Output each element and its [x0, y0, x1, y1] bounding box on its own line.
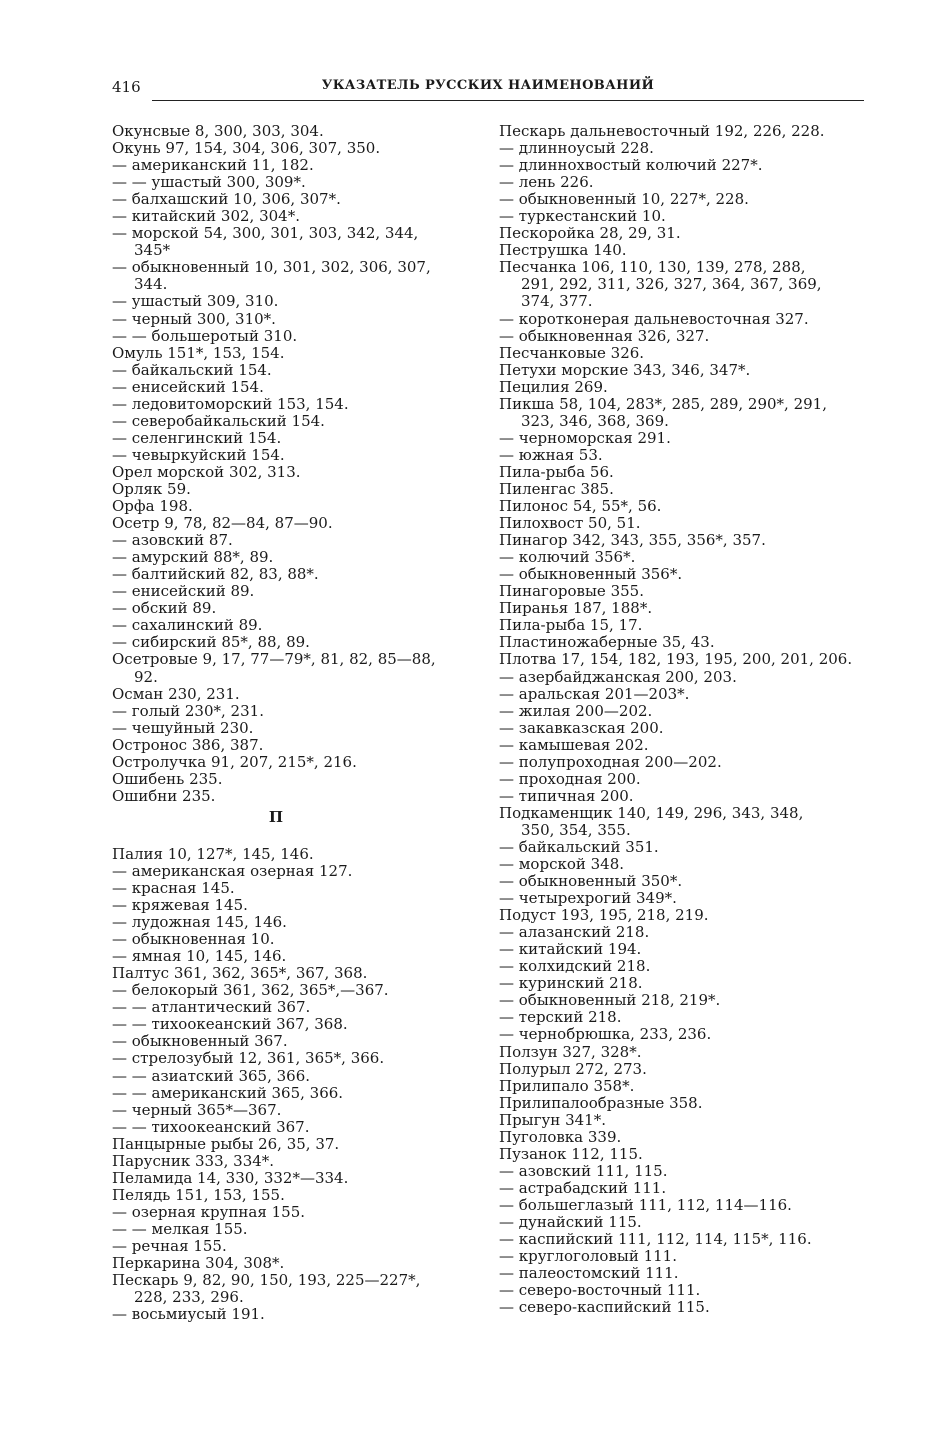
index-entry: Пузанок 112, 115.: [499, 1144, 643, 1163]
index-entry: — длиннохвостый колючий 227*.: [499, 156, 763, 175]
index-entry: — каспийский 111, 112, 114, 115*, 116.: [499, 1230, 812, 1249]
index-entry: — лень 226.: [499, 173, 594, 192]
index-entry: — чернобрюшка, 233, 236.: [499, 1025, 712, 1044]
index-entry: — стрелозубый 12, 361, 365*, 366.: [112, 1049, 385, 1068]
index-entry-continuation: 92.: [134, 667, 158, 686]
index-entry: — обыкновенный 10, 227*, 228.: [499, 190, 749, 209]
section-letter: П: [268, 807, 284, 826]
index-entry: — чешуйный 230.: [112, 718, 254, 737]
index-entry: Окунь 97, 154, 304, 306, 307, 350.: [112, 139, 381, 158]
index-entry: — американский 11, 182.: [112, 156, 314, 175]
index-entry: — колючий 356*.: [499, 548, 636, 567]
index-entry: — балтийский 82, 83, 88*.: [112, 565, 319, 584]
index-entry-continuation: 374, 377.: [521, 292, 593, 311]
index-entry: — проходная 200.: [499, 769, 641, 788]
index-entry: Пинагор 342, 343, 355, 356*, 357.: [499, 531, 766, 550]
index-entry: Пластиножаберные 35, 43.: [499, 633, 715, 652]
index-entry: Пилохвост 50, 51.: [499, 514, 641, 533]
index-entry: Пинагоровые 355.: [499, 582, 644, 601]
index-entry: — коротконерая дальневосточная 327.: [499, 309, 809, 328]
index-entry: — терский 218.: [499, 1008, 622, 1027]
index-entry: — азербайджанская 200, 203.: [499, 667, 737, 686]
index-entries-o: [112, 123, 490, 805]
index-entry: Пеструшка 140.: [499, 241, 627, 260]
index-entry: Пелядь 151, 153, 155.: [112, 1185, 285, 1204]
index-entry: — палеостомский 111.: [499, 1264, 679, 1283]
index-entry: — — тихоокеанский 367.: [112, 1117, 310, 1136]
running-title: УКАЗАТЕЛЬ РУССКИХ НАИМЕНОВАНИЙ: [321, 78, 655, 93]
header-rule: [152, 100, 864, 101]
index-entry: Ошибень 235.: [112, 769, 223, 788]
page-header: [112, 72, 864, 102]
index-entry: Орел морской 302, 313.: [112, 462, 301, 481]
index-entry: — морской 348.: [499, 855, 625, 874]
index-entry: — длинноусый 228.: [499, 139, 654, 158]
index-entry: Прилипалообразные 358.: [499, 1093, 703, 1112]
index-entry: — северо-каспийский 115.: [499, 1298, 710, 1317]
index-entry: — северобайкальский 154.: [112, 411, 325, 430]
index-entry: Палтус 361, 362, 365*, 367, 368.: [112, 964, 368, 983]
index-entry: — американская озерная 127.: [112, 861, 353, 880]
index-entry: Панцырные рыбы 26, 35, 37.: [112, 1134, 340, 1153]
index-entry: Остролучка 91, 207, 215*, 216.: [112, 752, 357, 771]
index-entry: — алазанский 218.: [499, 923, 650, 942]
index-entry: Окунсвые 8, 300, 303, 304.: [112, 122, 324, 140]
index-entry: — амурский 88*, 89.: [112, 548, 274, 567]
index-column-left: [112, 123, 490, 1323]
index-entry: — обский 89.: [112, 599, 217, 618]
index-entry: Прилипало 358*.: [499, 1076, 635, 1095]
index-entry: Пеламида 14, 330, 332*—334.: [112, 1168, 349, 1187]
index-entry: — енисейский 89.: [112, 582, 255, 601]
index-entry: — южная 53.: [499, 445, 603, 464]
index-entry: — чевыркуйский 154.: [112, 445, 285, 464]
index-entry: — колхидский 218.: [499, 957, 651, 976]
index-entry: — байкальский 154.: [112, 360, 272, 379]
index-entry: — озерная крупная 155.: [112, 1202, 306, 1221]
index-entry: — северо-восточный 111.: [499, 1281, 701, 1300]
index-entry: — дунайский 115.: [499, 1213, 642, 1231]
index-entry: — китайский 194.: [499, 940, 642, 959]
index-entry: — байкальский 351.: [499, 837, 659, 856]
index-entry: — обыкновенный 218, 219*.: [499, 991, 721, 1010]
index-entry: — белокорый 361, 362, 365*,—367.: [112, 981, 389, 1000]
index-entry: — китайский 302, 304*.: [112, 207, 300, 226]
index-entry: — обыкновенный 10, 301, 302, 306, 307,: [112, 258, 431, 277]
index-entry-continuation: 291, 292, 311, 326, 327, 364, 367, 369,: [521, 275, 822, 294]
index-entry-continuation: 344.: [134, 275, 168, 294]
index-entry: Петухи морские 343, 346, 347*.: [499, 360, 751, 379]
index-entry: Парусник 333, 334*.: [112, 1151, 275, 1170]
index-entry: Остронос 386, 387.: [112, 735, 264, 754]
index-entry: — обыкновенный 350*.: [499, 872, 683, 891]
index-entry: — сахалинский 89.: [112, 616, 263, 635]
index-entry: — селенгинский 154.: [112, 428, 282, 447]
index-entry: — черный 300, 310*.: [112, 309, 276, 328]
index-entry: Пилонос 54, 55*, 56.: [499, 497, 662, 516]
index-entry: Орфа 198.: [112, 497, 193, 516]
index-entry: Пескарь дальневосточный 192, 226, 228.: [499, 122, 825, 140]
index-entry: — енисейский 154.: [112, 377, 264, 396]
index-entry: — четырехрогий 349*.: [499, 889, 677, 908]
index-entry-continuation: 228, 233, 296.: [134, 1288, 244, 1307]
page-number: 416: [112, 78, 141, 96]
index-entry: — черный 365*—367.: [112, 1100, 282, 1119]
index-entry: Пескарь 9, 82, 90, 150, 193, 225—227*,: [112, 1271, 421, 1290]
index-entry: Плотва 17, 154, 182, 193, 195, 200, 201, 206.: [499, 650, 853, 669]
index-entry: Прыгун 341*.: [499, 1110, 606, 1129]
index-entry: Ползун 327, 328*.: [499, 1042, 642, 1061]
index-entry: Подуст 193, 195, 218, 219.: [499, 906, 709, 925]
index-entry-continuation: 345*: [134, 241, 171, 260]
index-entry: — большеглазый 111, 112, 114—116.: [499, 1195, 792, 1214]
index-entry: — — большеротый 310.: [112, 326, 298, 345]
index-entry: — азовский 87.: [112, 531, 233, 550]
index-entry: Подкаменщик 140, 149, 296, 343, 348,: [499, 803, 804, 822]
index-entries-p: [112, 846, 490, 1323]
index-entry: — закавказская 200.: [499, 718, 664, 737]
index-entry: — ледовитоморский 153, 154.: [112, 394, 349, 413]
index-entry: — камышевая 202.: [499, 735, 649, 754]
index-entry: — — атлантический 367.: [112, 998, 311, 1017]
index-entry: Осетровые 9, 17, 77—79*, 81, 82, 85—88,: [112, 650, 436, 669]
index-entry: Пиранья 187, 188*.: [499, 599, 653, 618]
index-entry: Орляк 59.: [112, 479, 191, 498]
index-entry: — обыкновенная 326, 327.: [499, 326, 710, 345]
index-entry: Омуль 151*, 153, 154.: [112, 343, 285, 362]
index-entry: — кряжевая 145.: [112, 896, 248, 915]
index-entry: Пикша 58, 104, 283*, 285, 289, 290*, 291,: [499, 394, 827, 413]
index-entry: — полупроходная 200—202.: [499, 752, 722, 771]
index-entry: — обыкновенный 356*.: [499, 565, 683, 584]
index-entry: Пила-рыба 15, 17.: [499, 616, 643, 635]
index-entry: Палия 10, 127*, 145, 146.: [112, 844, 314, 863]
index-entry-continuation: 323, 346, 368, 369.: [521, 411, 669, 430]
index-entry: — красная 145.: [112, 879, 235, 898]
index-entry: — — американский 365, 366.: [112, 1083, 344, 1102]
index-entry: — — ушастый 300, 309*.: [112, 173, 306, 192]
index-entry: — черноморская 291.: [499, 428, 671, 447]
index-entry: — — тихоокеанский 367, 368.: [112, 1015, 348, 1034]
index-entry: Осман 230, 231.: [112, 684, 240, 703]
index-entry: — — мелкая 155.: [112, 1219, 248, 1238]
index-entry: Песчанка 106, 110, 130, 139, 278, 288,: [499, 258, 806, 277]
index-entry: — речная 155.: [112, 1237, 227, 1255]
index-entry: Пескоройка 28, 29, 31.: [499, 224, 681, 243]
index-entry: — азовский 111, 115.: [499, 1161, 668, 1180]
index-entry: — голый 230*, 231.: [112, 701, 264, 720]
index-entry: — морской 54, 300, 301, 303, 342, 344,: [112, 224, 419, 243]
index-entry: — сибирский 85*, 88, 89.: [112, 633, 310, 652]
index-entry: Ошибни 235.: [112, 786, 216, 805]
index-entry: — лудожная 145, 146.: [112, 913, 287, 932]
index-entry: — обыкновенный 367.: [112, 1032, 288, 1051]
index-entry: — жилая 200—202.: [499, 701, 653, 720]
index-entry: Пила-рыба 56.: [499, 462, 614, 481]
index-entry: Пиленгас 385.: [499, 479, 614, 498]
index-entry: Перкарина 304, 308*.: [112, 1254, 285, 1273]
index-entry: — аральская 201—203*.: [499, 684, 690, 703]
index-entry: — — азиатский 365, 366.: [112, 1066, 311, 1085]
index-entry: Полурыл 272, 273.: [499, 1059, 647, 1078]
index-entry: Осетр 9, 78, 82—84, 87—90.: [112, 514, 333, 533]
index-entry: Пуголовка 339.: [499, 1127, 622, 1146]
index-entry: — восьмиусый 191.: [112, 1305, 265, 1324]
index-entry: — обыкновенная 10.: [112, 930, 275, 949]
index-entry: — ушастый 309, 310.: [112, 292, 279, 311]
index-entry-continuation: 350, 354, 355.: [521, 820, 631, 839]
index-entry: — астрабадский 111.: [499, 1178, 667, 1197]
index-entry: — куринский 218.: [499, 974, 643, 993]
index-entry: — балхашский 10, 306, 307*.: [112, 190, 341, 209]
index-entry: Пецилия 269.: [499, 377, 608, 396]
index-entry: — круглоголовый 111.: [499, 1247, 677, 1266]
index-entry: Песчанковые 326.: [499, 343, 645, 362]
index-column-right: [499, 123, 877, 1316]
index-entry: — ямная 10, 145, 146.: [112, 947, 287, 966]
index-entry: — типичная 200.: [499, 786, 634, 805]
index-entry: — туркестанский 10.: [499, 207, 666, 226]
